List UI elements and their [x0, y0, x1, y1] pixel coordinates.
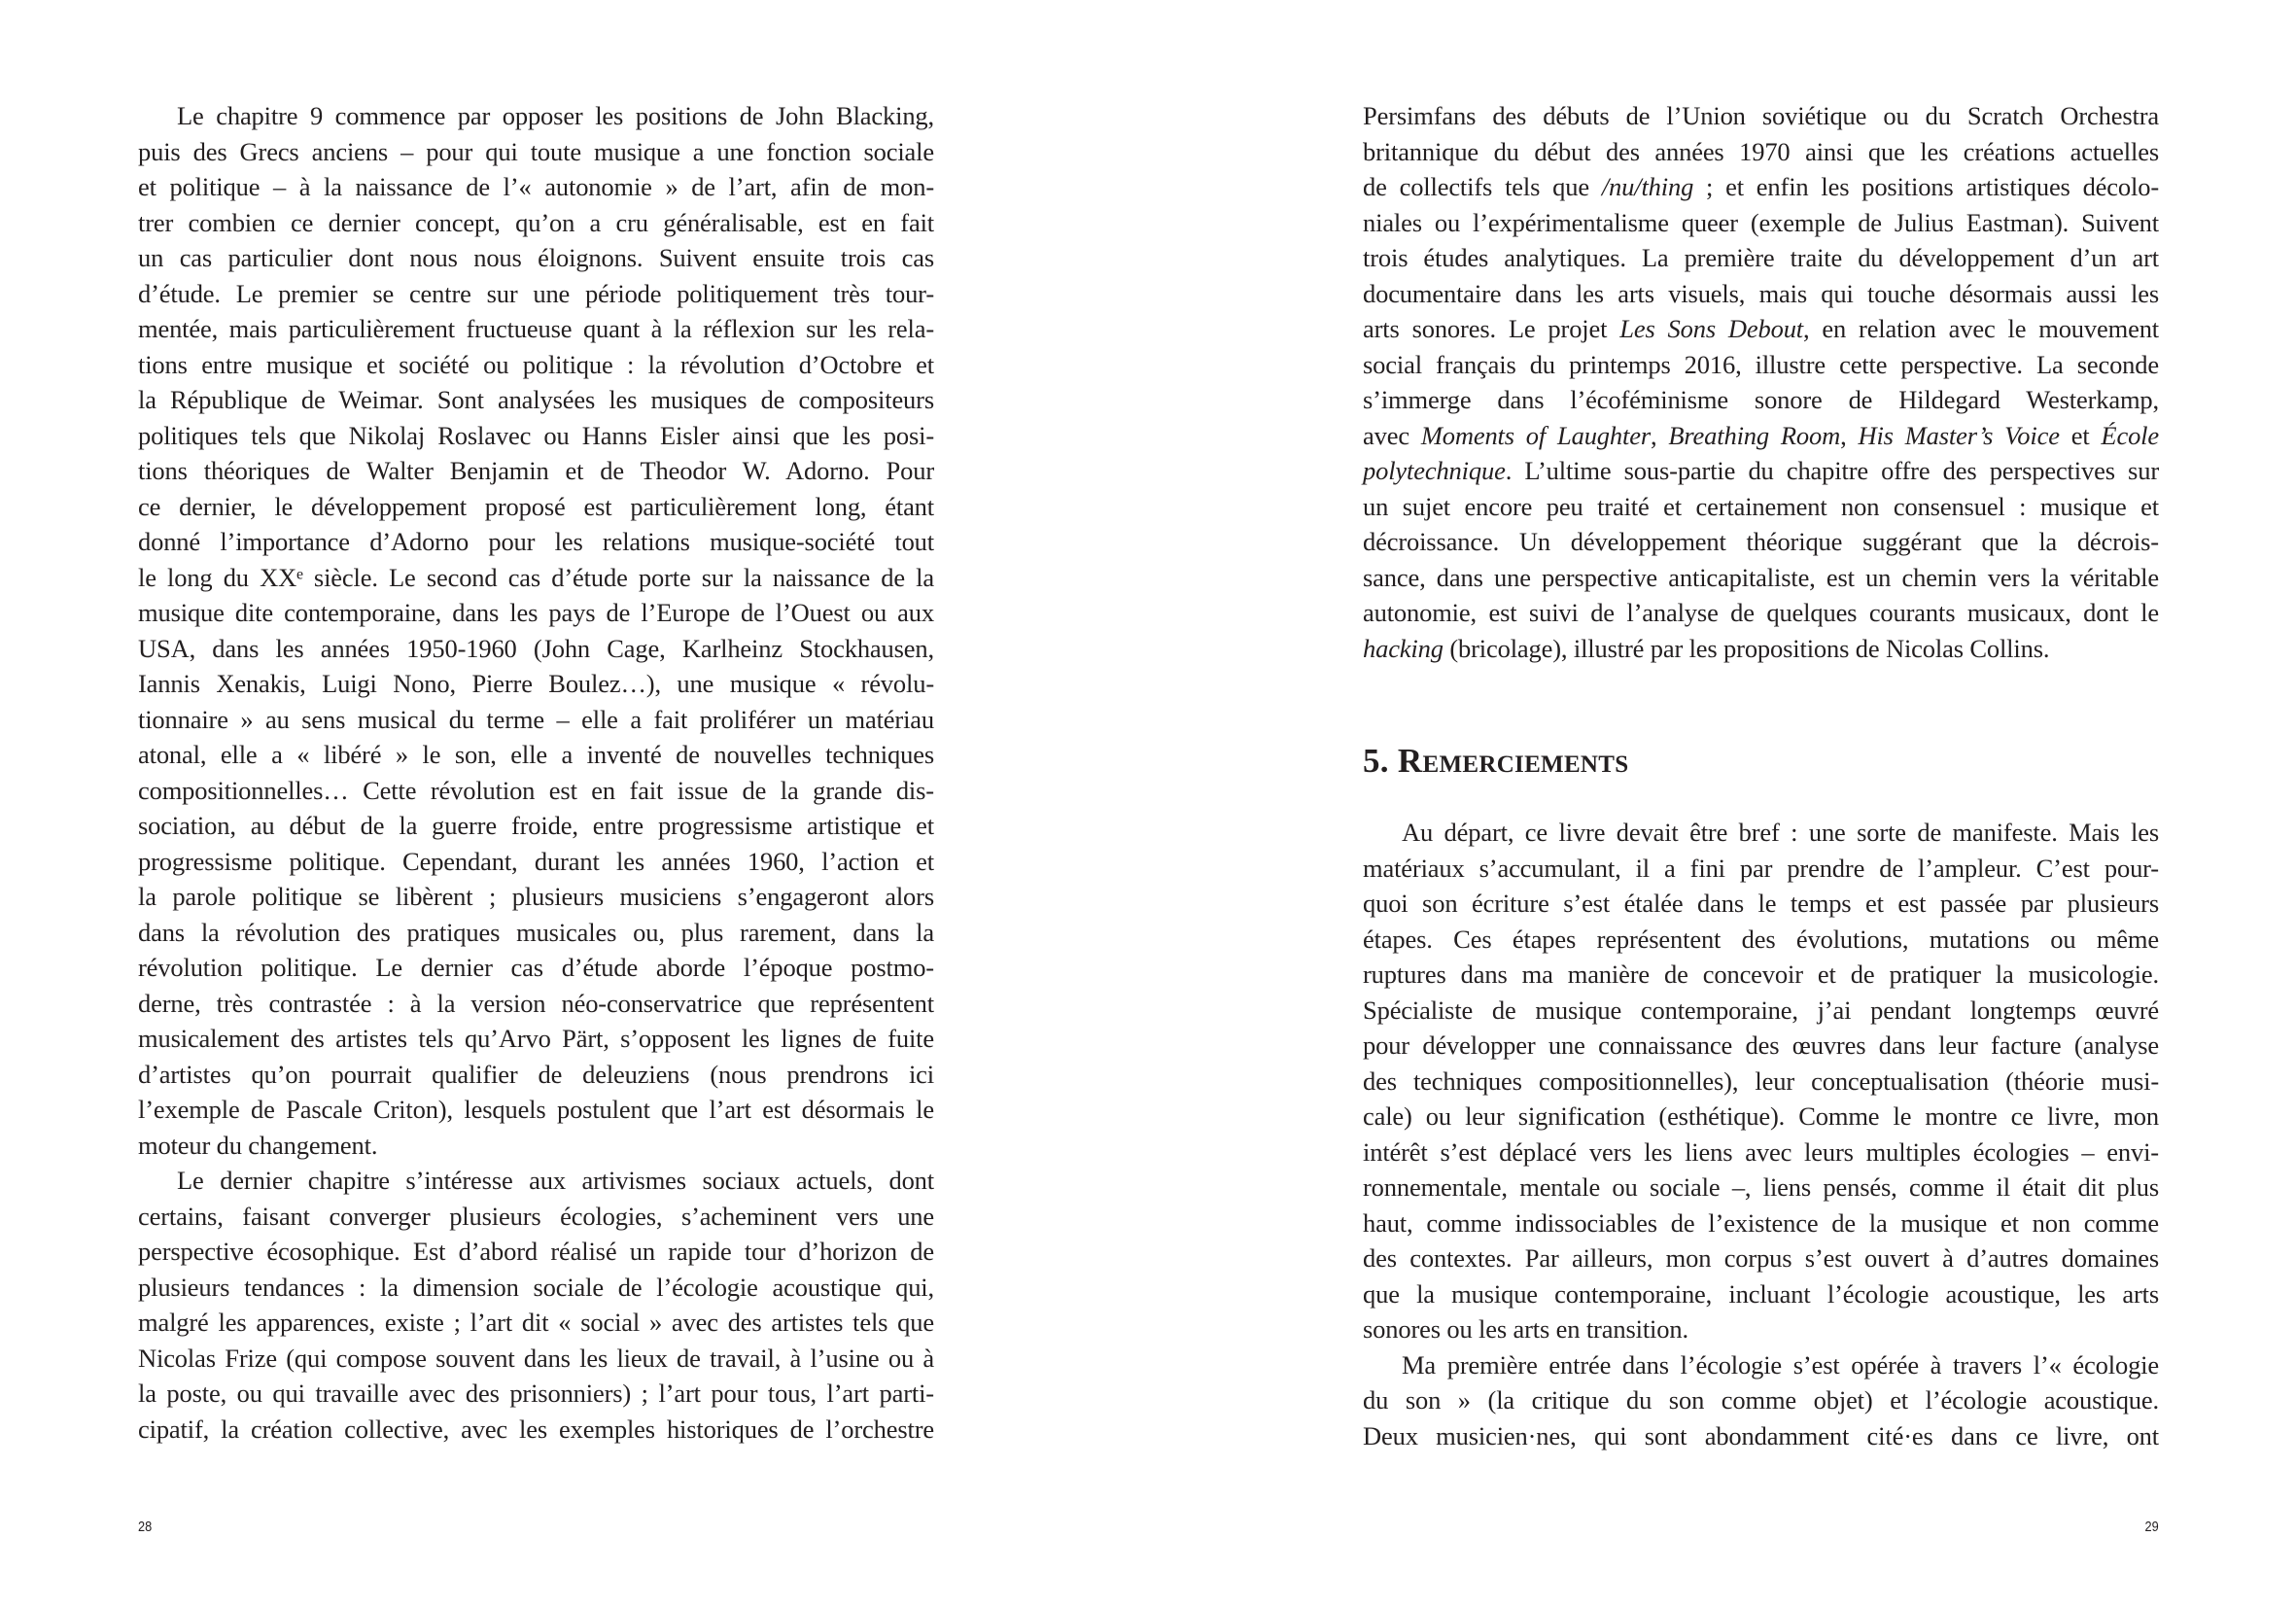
text-line: trois études analytiques. La première traite du développement d’un art — [1363, 243, 2159, 272]
text-line: malgré les apparences, existe ; l’art dit « social » avec des artistes tels que — [138, 1308, 934, 1337]
text-line: progressisme politique. Cependant, durant les années 1960, l’action et — [138, 846, 934, 876]
text-line: Le chapitre 9 commence par opposer les positions de John Blacking, — [177, 101, 934, 130]
text-line: musique dite contemporaine, dans les pays de l’Europe de l’Ouest ou aux — [138, 598, 934, 627]
text-line: perspective écosophique. Est d’abord réalisé un rapide tour d’horizon de — [138, 1237, 934, 1266]
text-line: s’immerge dans l’écoféminisme sonore de Hildegard Westerkamp, — [1363, 385, 2159, 414]
text-line: et politique – à la naissance de l’« autonomie » de l’art, afin de mon- — [138, 172, 934, 201]
paragraph-remerciements-1 — [1363, 815, 2159, 1347]
text-line: Spécialiste de musique contemporaine, j’ai pendant longtemps œuvré — [1363, 995, 2159, 1025]
text-line: la République de Weimar. Sont analysées les musiques de compositeurs — [138, 385, 934, 414]
text-line: puis des Grecs anciens – pour qui toute musique a une fonction sociale — [138, 136, 934, 166]
section-heading — [1363, 742, 1628, 781]
left-text-column — [138, 98, 934, 1447]
text-line: des techniques compositionnelles), leur conceptualisation (théorie musi- — [1363, 1066, 2159, 1096]
section-number: 5. — [1363, 742, 1389, 780]
text-line: cale) ou leur signification (esthétique). Comme le montre ce livre, mon — [1363, 1101, 2159, 1131]
text-line: de collectifs tels que /nu/thing ; et enfin les positions artistiques décolo- — [1363, 172, 2159, 201]
text-line: sance, dans une perspective anticapitaliste, est un chemin vers la véritable — [1363, 562, 2159, 592]
text-line: dans la révolution des pratiques musicales ou, plus rarement, dans la — [138, 917, 934, 947]
text-line: plusieurs tendances : la dimension sociale de l’écologie acoustique qui, — [138, 1272, 934, 1302]
text-line: compositionnelles… Cette révolution est en fait issue de la grande dis- — [138, 775, 934, 805]
text-line: du son » (la critique du son comme objet) et l’écologie acoustique. — [1363, 1385, 2159, 1415]
text-line: certains, faisant converger plusieurs écologies, s’acheminent vers une — [138, 1201, 934, 1231]
text-line: la poste, ou qui travaille avec des prisonniers) ; l’art pour tous, l’art parti- — [138, 1379, 934, 1408]
section-title: Remerciements — [1397, 742, 1629, 780]
text-line: sonores ou les arts en transition. — [1363, 1314, 1688, 1344]
text-line: Nicolas Frize (qui compose souvent dans les lieux de travail, à l’usine ou à — [138, 1343, 934, 1373]
text-line: donné l’importance d’Adorno pour les relations musique-société tout — [138, 527, 934, 556]
text-line: cipatif, la création collective, avec les exemples historiques de l’orchestre — [138, 1414, 934, 1444]
section-body — [1363, 815, 2159, 1453]
text-line: intérêt s’est déplacé vers les liens avec leurs multiples écologies – envi- — [1363, 1136, 2159, 1167]
text-line: autonomie, est suivi de l’analyse de quelques courants musicaux, dont le — [1363, 598, 2159, 627]
text-line: des contextes. Par ailleurs, mon corpus s’est ouvert à d’autres domaines — [1363, 1243, 2159, 1273]
italic-title: /nu/thing — [1601, 172, 1694, 201]
text-line: polytechnique. L’ultime sous-partie du chapitre offre des perspectives sur — [1363, 456, 2159, 485]
italic-title: Les Sons Debout — [1619, 314, 1804, 343]
text-line: musicalement des artistes tels qu’Arvo Pärt, s’opposent les lignes de fuite — [138, 1024, 934, 1053]
italic-title: Breathing Room — [1668, 420, 1841, 450]
text-line: arts sonores. Le projet Les Sons Debout, en relation avec le mouvement — [1363, 314, 2160, 343]
text-line: la parole politique se libèrent ; plusieurs musiciens s’engageront alors — [138, 882, 934, 911]
text-line: un cas particulier dont nous nous éloignons. Suivent ensuite trois cas — [138, 243, 934, 272]
italic-title: polytechnique — [1363, 456, 1506, 485]
text-line: derne, très contrastée : à la version néo-conservatrice que représentent — [138, 988, 934, 1018]
text-line: moteur du changement. — [138, 1130, 378, 1160]
text-line: matériaux s’accumulant, il a fini par prendre de l’ampleur. C’est pour- — [1363, 853, 2159, 883]
page-number: 28 — [138, 1519, 153, 1535]
paragraph-chapter-9-summary — [138, 98, 934, 1163]
text-line: sociation, au début de la guerre froide, entre progressisme artistique et — [138, 811, 934, 840]
text-line: Persimfans des débuts de l’Union soviétique ou du Scratch Orchestra — [1363, 101, 2159, 130]
text-line: Ma première entrée dans l’écologie s’est opérée à travers l’« écologie — [1402, 1349, 2159, 1380]
italic-title: Moments of Laughter — [1420, 420, 1651, 450]
text-line: un sujet encore peu traité et certainement non consensuel : musique et — [1363, 491, 2159, 521]
text-line: USA, dans les années 1950-1960 (John Cage, Karlheinz Stockhausen, — [138, 633, 934, 663]
text-line: avec Moments of Laughter, Breathing Room, His Master’s Voice et École — [1363, 420, 2159, 450]
text-line: niales ou l’expérimentalisme queer (exemple de Julius Eastman). Suivent — [1363, 207, 2159, 237]
text-line: ruptures dans ma manière de concevoir et de pratiquer la musicologie. — [1363, 960, 2159, 989]
text-line: mentée, mais particulièrement fructueuse quant à la réflexion sur les rela- — [138, 314, 934, 343]
text-line: tions entre musique et société ou politique : la révolution d’Octobre et — [138, 349, 934, 379]
text-line: trer combien ce dernier concept, qu’on a cru généralisable, est en fait — [138, 207, 934, 237]
text-line: d’étude. Le premier se centre sur une période politiquement très tour- — [138, 278, 934, 308]
text-line: documentaire dans les arts visuels, mais qui touche désormais aussi les — [1363, 278, 2159, 308]
text-line: que la musique contemporaine, incluant l’écologie acoustique, les arts — [1363, 1278, 2159, 1309]
text-line: Deux musicien·nes, qui sont abondamment cité·es dans ce livre, ont — [1363, 1420, 2159, 1450]
text-line: ce dernier, le développement proposé est particulièrement long, étant — [138, 491, 934, 521]
italic-title: hacking — [1363, 633, 1444, 663]
text-line: tionnaire » au sens musical du terme – elle a fait proliférer un matériau — [138, 704, 934, 734]
text-line: étapes. Ces étapes représentent des évolutions, mutations ou même — [1363, 924, 2159, 954]
text-line: l’exemple de Pascale Criton), lesquels postulent que l’art est désormais le — [138, 1095, 934, 1124]
text-line: révolution politique. Le dernier cas d’étude aborde l’époque postmo- — [138, 953, 934, 982]
text-line: quoi son écriture s’est étalée dans le temps et est passée par plusieurs — [1363, 889, 2159, 918]
text-line: Iannis Xenakis, Luigi Nono, Pierre Boulez…), une musique « révolu- — [138, 669, 934, 698]
paragraph-continued — [1363, 98, 2159, 666]
right-page — [1148, 0, 2296, 1607]
italic-title: École — [2101, 420, 2159, 450]
text-line: décroissance. Un développement théorique suggérant que la décrois- — [1363, 527, 2159, 556]
text-line: pour développer une connaissance des œuvres dans leur facture (analyse — [1363, 1031, 2159, 1060]
text-line: le long du XXᵉ siècle. Le second cas d’étude porte sur la naissance de la — [138, 562, 934, 592]
text-line: britannique du début des années 1970 ainsi que les créations actuelles — [1363, 136, 2159, 166]
text-line: ronnementale, mentale ou sociale –, liens pensés, comme il était dit plus — [1363, 1172, 2159, 1202]
paragraph-remerciements-2 — [1363, 1347, 2159, 1454]
page-number: 29 — [2144, 1519, 2159, 1535]
text-line: Le dernier chapitre s’intéresse aux artivismes sociaux actuels, dont — [177, 1166, 934, 1195]
text-line: Au départ, ce livre devait être bref : une sorte de manifeste. Mais les — [1402, 818, 2159, 847]
text-line: d’artistes qu’on pourrait qualifier de deleuziens (nous prendrons ici — [138, 1059, 934, 1089]
text-line: social français du printemps 2016, illustre cette perspective. La seconde — [1363, 349, 2159, 379]
text-line: haut, comme indissociables de l’existence de la musique et non comme — [1363, 1207, 2159, 1238]
italic-title: His Master’s Voice — [1858, 420, 2060, 450]
paragraph-last-chapter-summary — [138, 1163, 934, 1447]
text-line: politiques tels que Nikolaj Roslavec ou Hanns Eisler ainsi que les posi- — [138, 420, 934, 450]
text-line: atonal, elle a « libéré » le son, elle a inventé de nouvelles techniques — [138, 740, 934, 769]
text-line: tions théoriques de Walter Benjamin et de Theodor W. Adorno. Pour — [138, 456, 934, 485]
text-line: hacking (bricolage), illustré par les propositions de Nicolas Collins. — [1363, 633, 2050, 663]
